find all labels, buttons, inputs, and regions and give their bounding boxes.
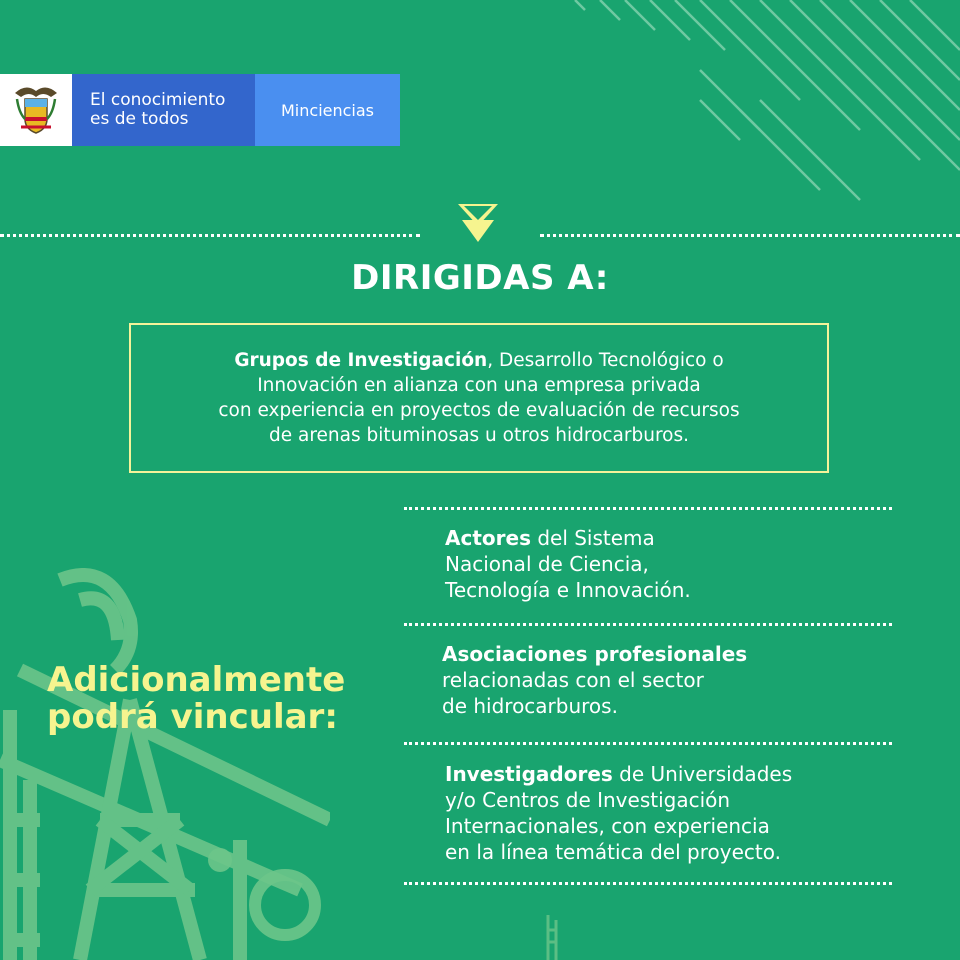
list-item-text: relacionadas con el sector (442, 668, 704, 692)
list-item-text: en la línea temática del proyecto. (445, 840, 781, 864)
list-item-bold: Investigadores (445, 762, 613, 786)
list-item-text: Nacional de Ciencia, (445, 552, 649, 576)
list-item-bold: Actores (445, 526, 531, 550)
list-item-text: y/o Centros de Investigación (445, 788, 731, 812)
list-item (442, 641, 747, 719)
list-item-text: Internacionales, con experiencia (445, 814, 770, 838)
additional-heading (47, 662, 345, 736)
slogan-line-2: es de todos (90, 109, 189, 129)
section-title: DIRIGIDAS A: (351, 258, 609, 298)
target-groups-line3: con experiencia en proyectos de evaluación de recursos (218, 400, 740, 421)
slogan-line-1: El conocimiento (90, 90, 226, 110)
list-item-bold: Asociaciones profesionales (442, 642, 748, 666)
list-divider (404, 507, 892, 510)
list-item-text: de hidrocarburos. (442, 694, 618, 718)
additional-heading-line-1: Adicionalmente (47, 660, 346, 700)
list-item (445, 761, 792, 865)
target-groups-text (218, 348, 739, 448)
list-item-text: Tecnología e Innovación. (445, 578, 691, 602)
agency-name: Minciencias (255, 74, 400, 146)
list-item-text: de Universidades (612, 762, 793, 786)
government-header (0, 74, 400, 146)
additional-heading-line-2: podrá vincular: (47, 697, 338, 737)
colombia-coat-of-arms-logo (0, 74, 72, 146)
list-item-text: del Sistema (530, 526, 655, 550)
target-groups-line1-rest: , Desarrollo Tecnológico o (487, 350, 724, 371)
chevron-down-icon (454, 200, 502, 246)
small-tower-decoration (540, 910, 570, 960)
oil-pump-jack-illustration (0, 560, 330, 960)
list-divider (404, 742, 892, 745)
target-groups-line2: Innovación en alianza con una empresa privada (257, 375, 701, 396)
list-divider (404, 882, 892, 885)
coat-of-arms-icon (11, 83, 61, 137)
slogan-block (72, 74, 255, 146)
target-groups-box (129, 323, 829, 473)
target-groups-bold: Grupos de Investigación (234, 350, 488, 371)
list-item (445, 525, 691, 603)
top-divider-left (0, 234, 420, 237)
top-divider-right (540, 234, 960, 237)
target-groups-line4: de arenas bituminosas u otros hidrocarburos. (268, 425, 690, 446)
list-divider (404, 623, 892, 626)
